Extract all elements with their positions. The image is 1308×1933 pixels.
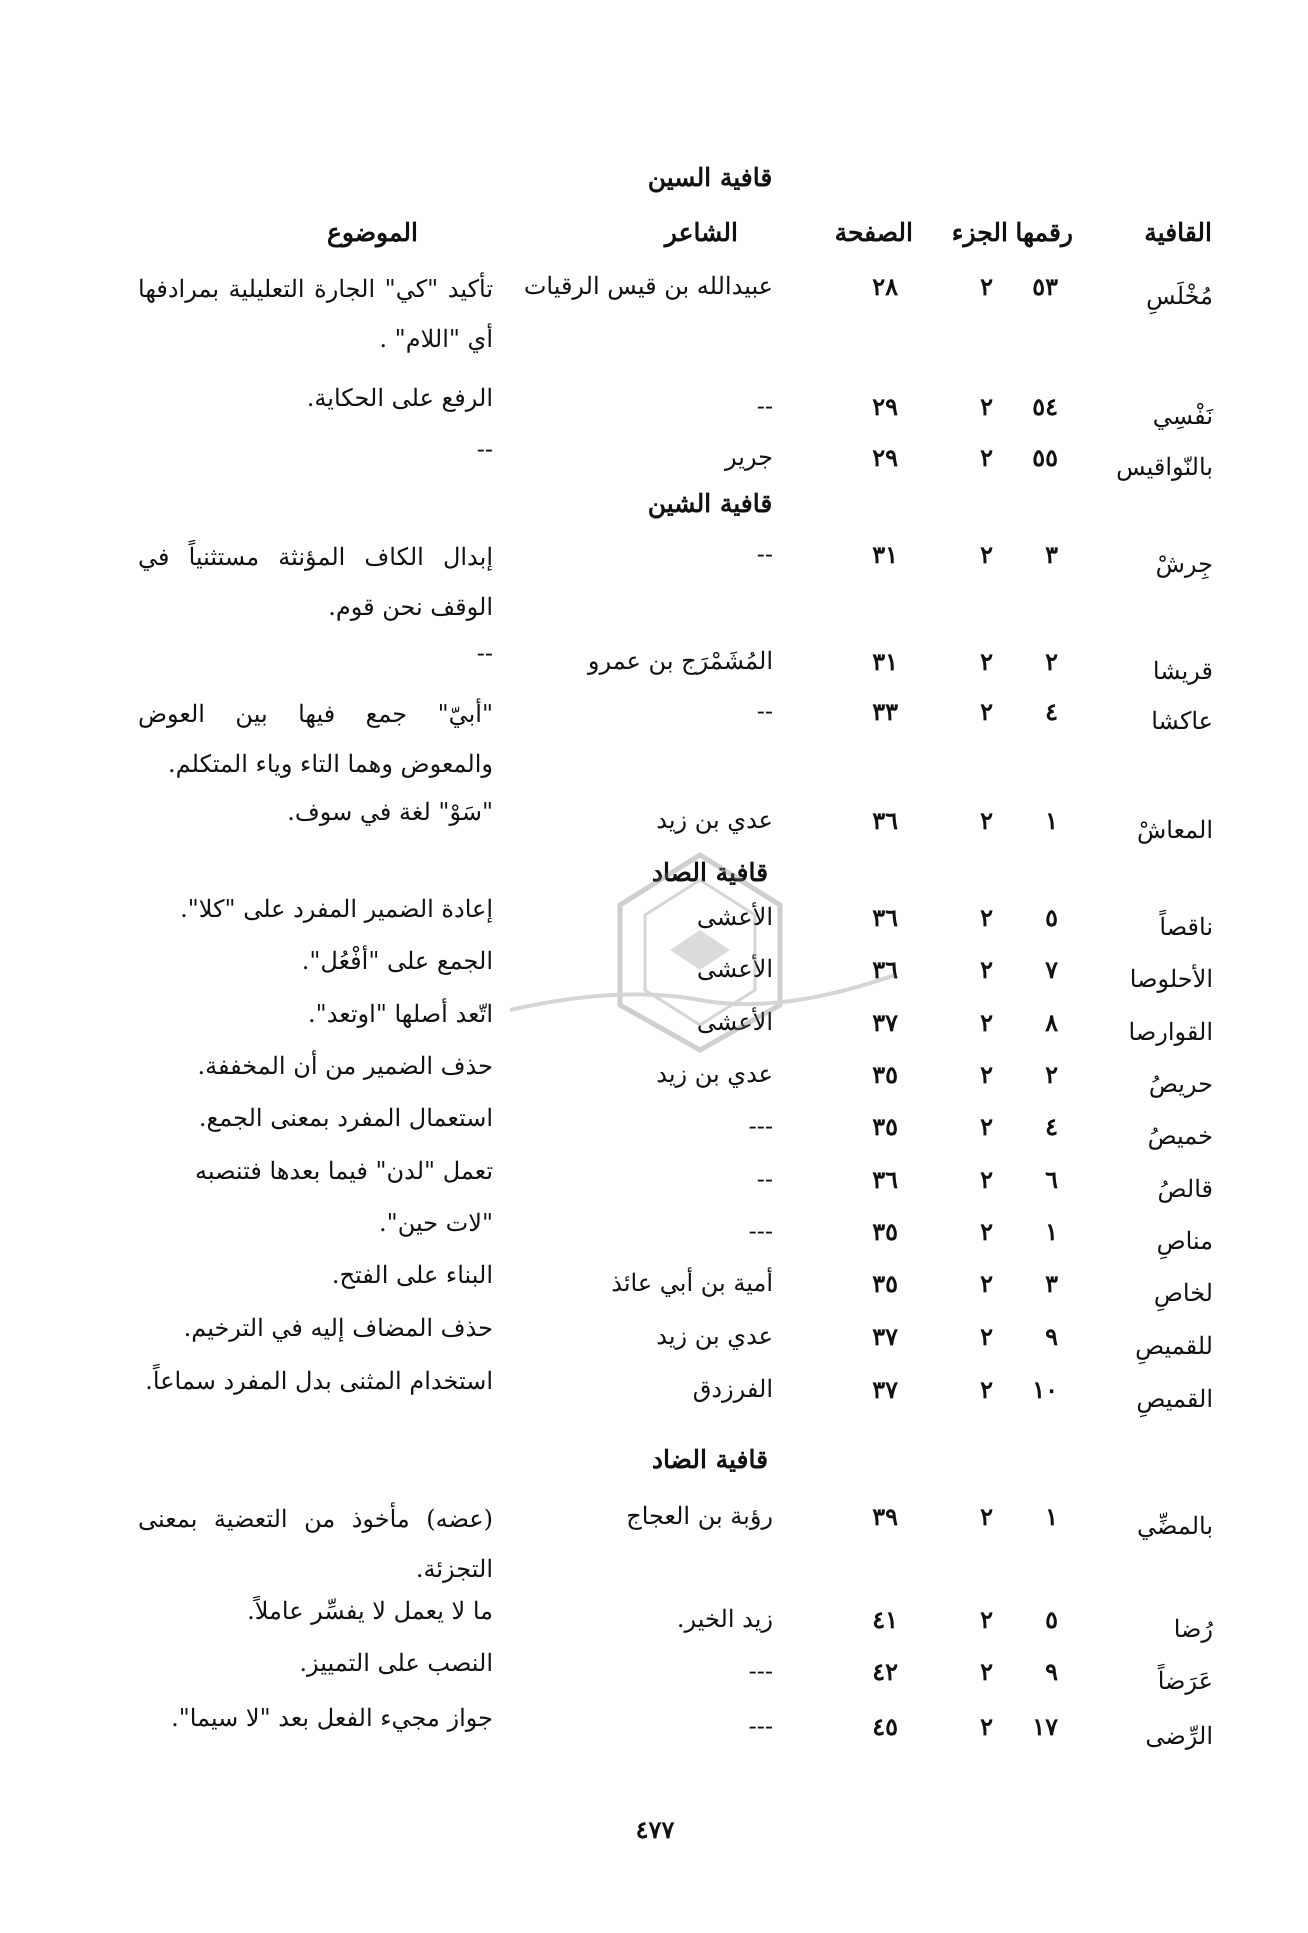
cell-safha: ٣٦ xyxy=(872,806,898,835)
cell-juz: ٢ xyxy=(980,806,993,835)
cell-qafiya: بالمضِّي xyxy=(1137,1512,1213,1540)
cell-raqm: ٥٤ xyxy=(1032,392,1058,421)
cell-raqm: ٣ xyxy=(1045,540,1058,569)
cell-raqm: ٢ xyxy=(1045,647,1058,676)
cell-mawdu: -- xyxy=(476,639,493,667)
cell-safha: ٣٧ xyxy=(872,1322,898,1351)
cell-raqm: ٦ xyxy=(1045,1165,1058,1194)
cell-juz: ٢ xyxy=(980,647,993,676)
cell-shair: رؤبة بن العجاج xyxy=(626,1502,773,1530)
cell-mawdu: تعمل "لدن" فيما بعدها فتنصبه xyxy=(194,1157,493,1185)
cell-qafiya: ناقصاً xyxy=(1159,913,1213,941)
cell-juz: ٢ xyxy=(980,540,993,569)
cell-juz: ٢ xyxy=(980,697,993,726)
cell-juz: ٢ xyxy=(980,1112,993,1141)
cell-juz: ٢ xyxy=(980,1165,993,1194)
cell-raqm: ٥ xyxy=(1045,1605,1058,1634)
header-shair: الشاعر xyxy=(664,218,738,247)
cell-raqm: ٤ xyxy=(1045,697,1058,726)
cell-juz: ٢ xyxy=(980,272,993,301)
cell-mawdu: النصب على التمييز. xyxy=(299,1649,493,1677)
cell-safha: ٤١ xyxy=(872,1605,898,1634)
header-qafiya: القافية xyxy=(1144,218,1212,247)
cell-qafiya: مناصِ xyxy=(1156,1227,1213,1255)
section-title: قافية الشين xyxy=(647,489,773,518)
cell-juz: ٢ xyxy=(980,1375,993,1404)
cell-qafiya: القوارصا xyxy=(1128,1018,1213,1046)
cell-safha: ٣١ xyxy=(872,647,898,676)
section-title: قافية الصاد xyxy=(651,858,769,887)
cell-mawdu: الرفع على الحكاية. xyxy=(306,384,493,412)
cell-mawdu: حذف الضمير من أن المخففة. xyxy=(197,1052,493,1080)
cell-juz: ٢ xyxy=(980,1605,993,1634)
cell-safha: ٣٥ xyxy=(872,1269,898,1298)
cell-raqm: ٧ xyxy=(1045,955,1058,984)
cell-qafiya: عَرَضاً xyxy=(1157,1667,1213,1695)
cell-mawdu: استخدام المثنى بدل المفرد سماعاً. xyxy=(145,1367,493,1395)
header-raqmuha: رقمها xyxy=(1015,218,1073,247)
cell-mawdu: الجمع على "أفْعُل". xyxy=(301,947,493,975)
cell-raqm: ١ xyxy=(1045,806,1058,835)
cell-juz: ٢ xyxy=(980,1502,993,1531)
cell-mawdu: جواز مجيء الفعل بعد "لا سيما". xyxy=(171,1704,493,1732)
cell-juz: ٢ xyxy=(980,1657,993,1686)
cell-shair: الفرزدق xyxy=(692,1375,773,1403)
cell-juz: ٢ xyxy=(980,1008,993,1037)
cell-mawdu: "سَوْ" لغة في سوف. xyxy=(287,798,493,826)
cell-juz: ٢ xyxy=(980,392,993,421)
section-title: قافية السين xyxy=(647,163,773,192)
cell-shair: -- xyxy=(756,697,773,725)
cell-qafiya: بالنّواقيس xyxy=(1116,453,1213,481)
cell-shair: --- xyxy=(748,1712,773,1740)
cell-shair: --- xyxy=(748,1112,773,1140)
cell-mawdu: إبدال الكاف المؤنثة مستثنياً في الوقف نحن قوم. xyxy=(138,543,493,621)
cell-safha: ٣٧ xyxy=(872,1375,898,1404)
cell-shair: المُشَمْرَج بن عمرو xyxy=(587,647,773,675)
cell-safha: ٤٥ xyxy=(872,1712,898,1741)
cell-juz: ٢ xyxy=(980,955,993,984)
cell-shair: أمية بن أبي عائذ xyxy=(611,1269,773,1297)
cell-shair: عدي بن زيد xyxy=(656,1060,773,1088)
cell-safha: ٣١ xyxy=(872,540,898,569)
cell-raqm: ٥ xyxy=(1045,903,1058,932)
cell-safha: ٣٦ xyxy=(872,955,898,984)
section-title: قافية الضاد xyxy=(651,1445,769,1474)
cell-shair: -- xyxy=(756,392,773,420)
cell-qafiya: رُضا xyxy=(1173,1615,1213,1643)
cell-qafiya: المعاشْ xyxy=(1136,816,1213,844)
cell-shair: جرير xyxy=(725,443,773,471)
cell-raqm: ٩ xyxy=(1045,1322,1058,1351)
cell-qafiya: قالصُ xyxy=(1157,1175,1213,1203)
cell-qafiya: جِرشْ xyxy=(1155,550,1213,578)
cell-safha: ٣٩ xyxy=(872,1502,898,1531)
header-safha: الصفحة xyxy=(834,218,913,247)
cell-mawdu: إعادة الضمير المفرد على "كلا". xyxy=(180,895,493,923)
cell-raqm: ٤ xyxy=(1045,1112,1058,1141)
cell-juz: ٢ xyxy=(980,443,993,472)
cell-safha: ٣٥ xyxy=(872,1112,898,1141)
cell-shair: زيد الخير. xyxy=(676,1605,773,1633)
cell-raqm: ٥٥ xyxy=(1032,443,1058,472)
cell-qafiya: قريشا xyxy=(1152,657,1213,685)
cell-juz: ٢ xyxy=(980,1217,993,1246)
cell-safha: ٣٦ xyxy=(872,903,898,932)
cell-safha: ٣٣ xyxy=(872,697,898,726)
header-juz: الجزء xyxy=(951,218,1008,247)
cell-mawdu: ما لا يعمل لا يفسِّر عاملاً. xyxy=(247,1597,493,1625)
cell-safha: ٢٩ xyxy=(872,443,898,472)
cell-qafiya: لخاصِ xyxy=(1153,1279,1213,1307)
cell-mawdu: اتّعد أصلها "اوتعد". xyxy=(308,1000,493,1028)
cell-shair: عبيدالله بن قيس الرقيات xyxy=(523,272,773,300)
cell-mawdu: "لات حين". xyxy=(379,1209,493,1237)
cell-raqm: ١٠ xyxy=(1032,1375,1058,1404)
cell-qafiya: القميصِ xyxy=(1136,1385,1213,1413)
cell-raqm: ٢ xyxy=(1045,1060,1058,1089)
cell-raqm: ٩ xyxy=(1045,1657,1058,1686)
cell-safha: ٤٢ xyxy=(872,1657,898,1686)
cell-qafiya: الأحلوصا xyxy=(1129,965,1213,993)
cell-safha: ٣٥ xyxy=(872,1060,898,1089)
cell-mawdu: حذف المضاف إليه في الترخيم. xyxy=(183,1314,493,1342)
cell-shair: عدي بن زيد xyxy=(656,806,773,834)
page-number: ٤٧٧ xyxy=(635,1815,675,1844)
cell-shair: الأعشى xyxy=(696,903,773,931)
seal-watermark xyxy=(500,835,900,1065)
cell-safha: ٣٦ xyxy=(872,1165,898,1194)
cell-raqm: ١٧ xyxy=(1032,1712,1058,1741)
cell-mawdu: -- xyxy=(476,435,493,463)
cell-qafiya: عاكشا xyxy=(1151,707,1213,735)
cell-qafiya: مُخْلَسِ xyxy=(1146,282,1213,310)
cell-shair: -- xyxy=(756,540,773,568)
cell-qafiya: نَفْسِي xyxy=(1152,402,1213,430)
cell-mawdu: "أبيّ" جمع فيها بين العوض والمعوض وهما التاء وياء المتكلم. xyxy=(138,700,493,778)
cell-shair: الأعشى xyxy=(696,1008,773,1036)
cell-qafiya: حريصُ xyxy=(1148,1070,1213,1098)
cell-mawdu: استعمال المفرد بمعنى الجمع. xyxy=(198,1104,493,1132)
cell-juz: ٢ xyxy=(980,903,993,932)
cell-shair: عدي بن زيد xyxy=(656,1322,773,1350)
cell-shair: --- xyxy=(748,1657,773,1685)
cell-raqm: ٥٣ xyxy=(1032,272,1058,301)
cell-juz: ٢ xyxy=(980,1269,993,1298)
cell-raqm: ١ xyxy=(1045,1217,1058,1246)
cell-mawdu: البناء على الفتح. xyxy=(331,1261,493,1289)
cell-safha: ٣٥ xyxy=(872,1217,898,1246)
cell-shair: الأعشى xyxy=(696,955,773,983)
header-mawdu: الموضوع xyxy=(327,218,418,247)
cell-shair: -- xyxy=(756,1165,773,1193)
cell-raqm: ٨ xyxy=(1045,1008,1058,1037)
cell-juz: ٢ xyxy=(980,1060,993,1089)
cell-mawdu: تأكيد "كي" الجارة التعليلية بمرادفها أي "اللام" . xyxy=(138,275,493,353)
cell-safha: ٣٧ xyxy=(872,1008,898,1037)
cell-shair: --- xyxy=(748,1217,773,1245)
cell-qafiya: خميصُ xyxy=(1147,1122,1213,1150)
cell-raqm: ١ xyxy=(1045,1502,1058,1531)
cell-qafiya: الرِّضى xyxy=(1145,1722,1213,1750)
cell-juz: ٢ xyxy=(980,1322,993,1351)
cell-safha: ٢٩ xyxy=(872,392,898,421)
cell-safha: ٢٨ xyxy=(872,272,898,301)
cell-mawdu: (عضه) مأخوذ من التعضية بمعنى التجزئة. xyxy=(138,1505,493,1583)
cell-raqm: ٣ xyxy=(1045,1269,1058,1298)
cell-qafiya: للقميصِ xyxy=(1135,1332,1213,1360)
cell-juz: ٢ xyxy=(980,1712,993,1741)
